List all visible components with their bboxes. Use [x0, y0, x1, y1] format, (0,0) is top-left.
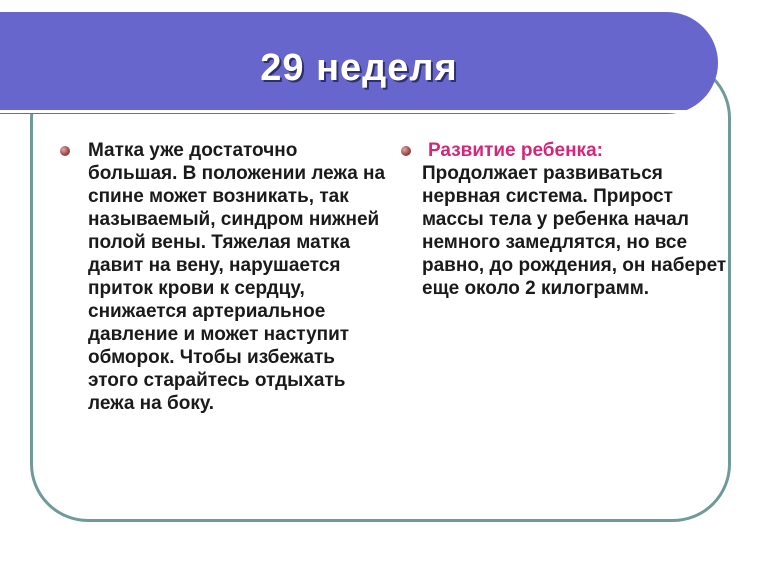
round-bullet-icon — [401, 146, 411, 156]
right-column-heading: Развитие ребенка: — [428, 140, 603, 161]
left-column-text: Матка уже достаточно большая. В положении лежа на спине может возникать, так называемый, синдром нижней полой вены. Тяжелая матка давит на вену, нарушается приток крови к сердцу, снижается артериальное давление и может наступит обморок. Чтобы избежать этого старайтесь отдыхать лежа на боку. — [88, 140, 386, 414]
slide-title: 29 неделя — [260, 47, 458, 89]
round-bullet-icon — [60, 146, 70, 156]
left-column — [88, 139, 388, 415]
right-column — [422, 139, 728, 300]
title-bar — [0, 12, 718, 114]
title-underline — [0, 110, 690, 113]
right-column-text: Продолжает развиваться нервная система. Прирост массы тела у ребенка начал немного замедлятся, но все равно, до рождения, он наберет еще около 2 килограмм. — [422, 163, 727, 299]
